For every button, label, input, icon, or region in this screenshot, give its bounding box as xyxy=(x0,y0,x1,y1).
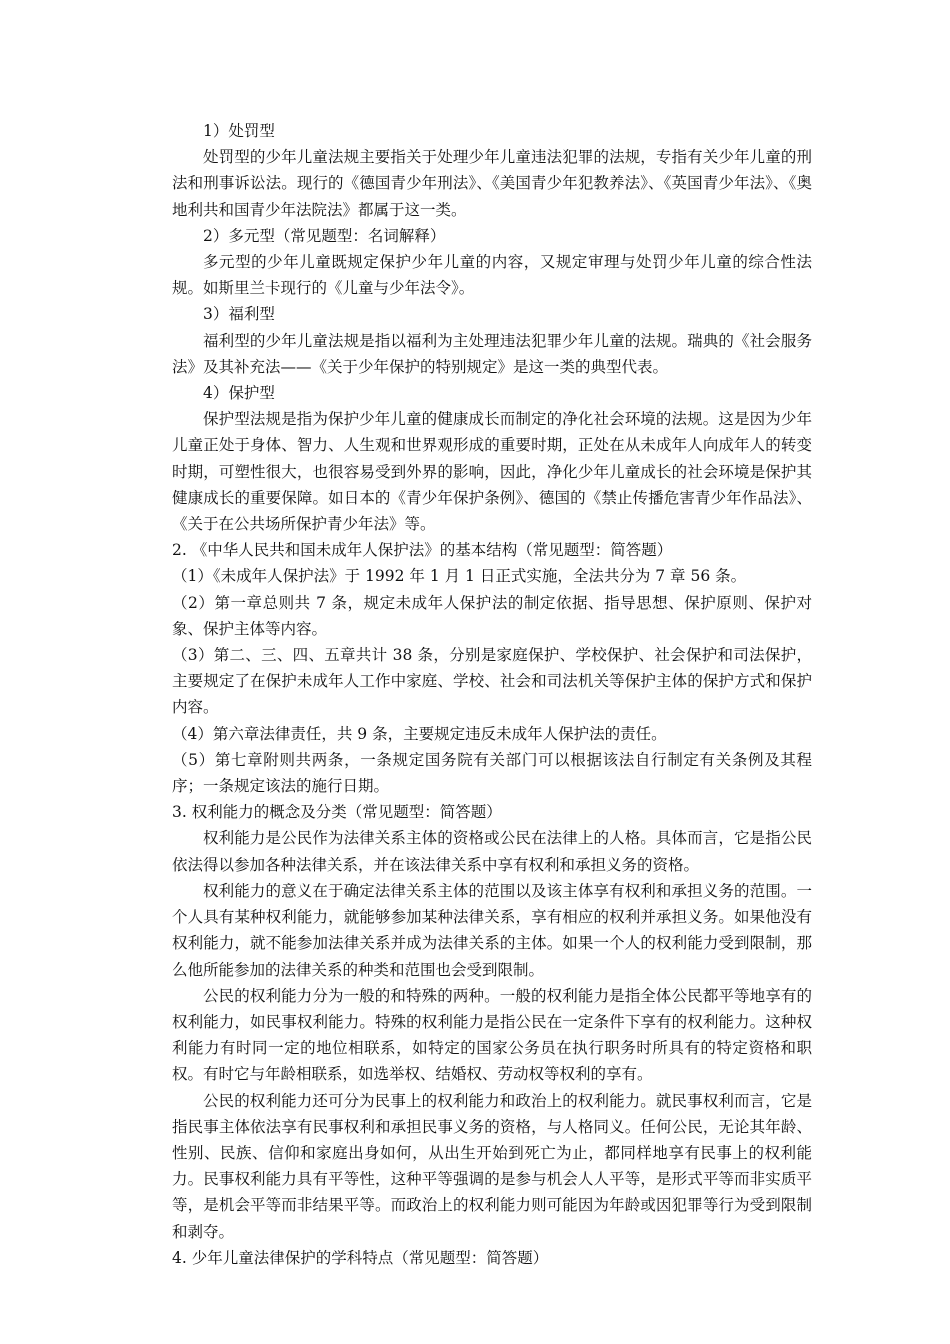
paragraph-capacity-definition: 权利能力是公民作为法律关系主体的资格或公民在法律上的人格。具体而言，它是指公民依法得以参加各种法律关系，并在该法律关系中享有权利和承担义务的资格。 xyxy=(172,829,812,874)
paragraph-capacity-civil-political: 公民的权利能力还可分为民事上的权利能力和政治上的权利能力。就民事权利而言，它是指民事主体依法享有民事权利和承担民事义务的资格，与人格同义。任何公民，无论其年龄、性别、民族、信仰和家庭出身如何，从出生开始到死亡为止，都同样地享有民事上的权利能力。民事权利能力具有平等性，这种平等强调的是参与机会人人平等，是形式平等而非实质平等，是机会平等而非结果平等。而政治上的权利能力则可能因为年龄或因犯罪等行为受到限制和剥夺。 xyxy=(172,1091,812,1241)
subheading-welfare-type: 3）福利型 xyxy=(203,305,275,324)
list-item-2: （2）第一章总则共 7 条，规定未成年人保护法的制定依据、指导思想、保护原则、保护对象、保护主体等内容。 xyxy=(172,593,812,638)
subheading-pluralistic-type: 2）多元型（常见题型：名词解释） xyxy=(203,226,446,245)
paragraph-protective-type: 保护型法规是指为保护少年儿童的健康成长而制定的净化社会环境的法规。这是因为少年儿童正处于身体、智力、人生观和世界观形成的重要时期，正处在从未成年人向成年人的转变时期，可塑性很大，也很容易受到外界的影响，因此，净化少年儿童成长的社会环境是保护其健康成长的重要保障。如日本的《青少年保护条例》、德国的《禁止传播危害青少年作品法》、《关于在公共场所保护青少年法》等。 xyxy=(172,410,812,534)
heading-section-2: 2. 《中华人民共和国未成年人保护法》的基本结构（常见题型：简答题） xyxy=(172,541,673,560)
paragraph-capacity-significance: 权利能力的意义在于确定法律关系主体的范围以及该主体享有权利和承担义务的范围。一个人具有某种权利能力，就能够参加某种法律关系，享有相应的权利并承担义务。如果他没有权利能力，就不能参加法律关系并成为法律关系的主体。如果一个人的权利能力受到限制，那么他所能参加的法律关系的种类和范围也会受到限制。 xyxy=(172,881,812,979)
list-item-4: （4）第六章法律责任，共 9 条，主要规定违反未成年人保护法的责任。 xyxy=(172,724,667,743)
paragraph-welfare-type: 福利型的少年儿童法规是指以福利为主处理违法犯罪少年儿童的法规。瑞典的《社会服务法》及其补充法——《关于少年保护的特别规定》是这一类的典型代表。 xyxy=(172,331,812,376)
subheading-protective-type: 4）保护型 xyxy=(203,384,275,403)
list-item-3: （3）第二、三、四、五章共计 38 条，分别是家庭保护、学校保护、社会保护和司法保护，主要规定了在保护未成年人工作中家庭、学校、社会和司法机关等保护主体的保护方式和保护内容。 xyxy=(172,646,812,717)
paragraph-pluralistic-type: 多元型的少年儿童既规定保护少年儿童的内容，又规定审理与处罚少年儿童的综合性法规。如斯里兰卡现行的《儿童与少年法令》。 xyxy=(172,253,812,298)
list-item-1: （1）《未成年人保护法》于 1992 年 1 月 1 日正式实施，全法共分为 7 章 56 条。 xyxy=(172,567,747,586)
subheading-punitive-type: 1）处罚型 xyxy=(203,122,275,140)
paragraph-punitive-type: 处罚型的少年儿童法规主要指关于处理少年儿童违法犯罪的法规，专指有关少年儿童的刑法和刑事诉讼法。现行的《德国青少年刑法》、《美国青少年犯教养法》、《英国青少年法》、《奥地利共和国青少年法院法》都属于这一类。 xyxy=(172,148,812,219)
heading-section-4: 4. 少年儿童法律保护的学科特点（常见题型：简答题） xyxy=(172,1248,549,1267)
document-body xyxy=(172,118,812,1271)
heading-section-3: 3. 权利能力的概念及分类（常见题型：简答题） xyxy=(172,803,502,822)
paragraph-capacity-general-special: 公民的权利能力分为一般的和特殊的两种。一般的权利能力是指全体公民都平等地享有的权利能力，如民事权利能力。特殊的权利能力是指公民在一定条件下享有的权利能力。这种权利能力有时同一定的地位相联系，如特定的国家公务员在执行职务时所具有的特定资格和职权。有时它与年龄相联系，如选举权、结婚权、劳动权等权利的享有。 xyxy=(172,986,812,1084)
list-item-5: （5）第七章附则共两条，一条规定国务院有关部门可以根据该法自行制定有关条例及其程序；一条规定该法的施行日期。 xyxy=(172,750,812,796)
